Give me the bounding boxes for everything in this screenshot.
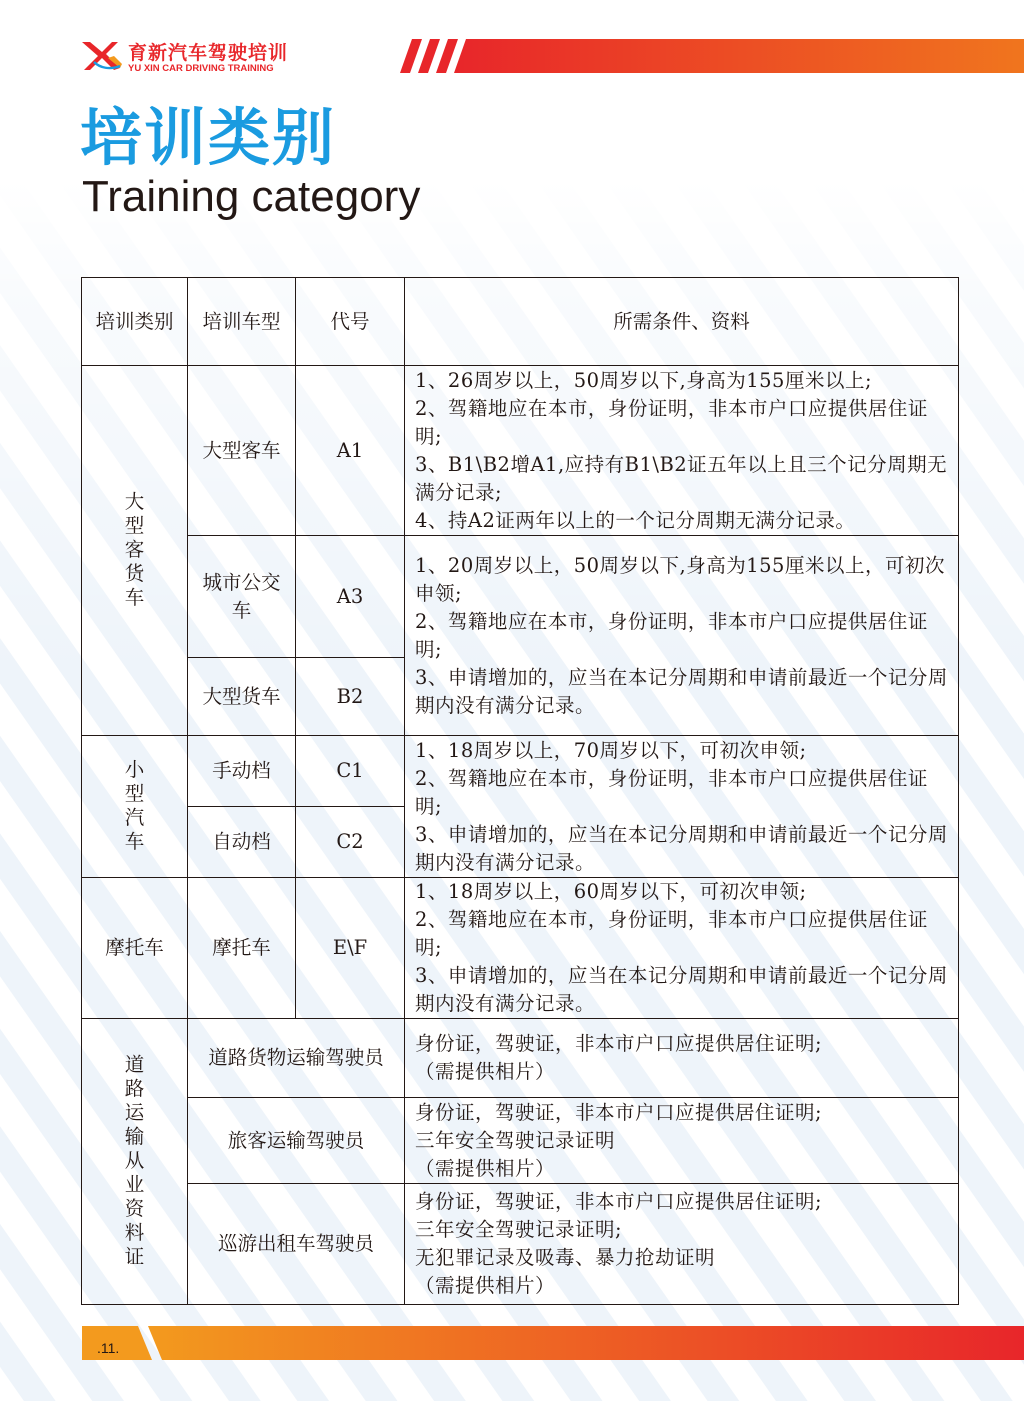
table-row: [82, 1098, 959, 1184]
table-row: [82, 366, 959, 536]
brand-logo: [80, 38, 340, 78]
header-cell: 代号: [296, 278, 405, 366]
table-header-row: [82, 278, 959, 366]
category-cell: 道路运输从业资料证: [82, 1019, 188, 1305]
table-row: [82, 878, 959, 1019]
category-cell: 大型客货车: [82, 366, 188, 736]
conditions-cell: 1、26周岁以上，50周岁以下,身高为155厘米以上; 2、驾籍地应在本市，身份证明，非本市户口应提供居住证明; 3、B1\B2增A1,应持有B1\B2证五年以上且三个记分周期无满分记录; 4、持A2证两年以上的一个记分周期无满分记录。: [405, 366, 959, 536]
category-cell: 摩托车: [82, 878, 188, 1019]
conditions-cell: 1、20周岁以上，50周岁以下,身高为155厘米以上，可初次申领; 2、驾籍地应在本市，身份证明，非本市户口应提供居住证明; 3、申请增加的，应当在本记分周期和申请前最近一个记分周期内没有满分记录。: [405, 536, 959, 736]
model-cell: 道路货物运输驾驶员: [188, 1019, 405, 1098]
conditions-cell: 身份证，驾驶证，非本市户口应提供居住证明; （需提供相片）: [405, 1019, 959, 1098]
table-row: [82, 1019, 959, 1098]
header-cell: 培训类别: [82, 278, 188, 366]
table-row: [82, 1184, 959, 1305]
model-cell: 城市公交车: [188, 536, 296, 658]
model-cell: 大型货车: [188, 658, 296, 736]
model-cell: 巡游出租车驾驶员: [188, 1184, 405, 1305]
header-cell: 培训车型: [188, 278, 296, 366]
header-cell: 所需条件、资料: [405, 278, 959, 366]
footer-band: [0, 1326, 1024, 1366]
conditions-cell: 身份证，驾驶证，非本市户口应提供居住证明; 三年安全驾驶记录证明 （需提供相片）: [405, 1098, 959, 1184]
brand-name-en: YU XIN CAR DRIVING TRAINING: [128, 63, 274, 74]
code-cell: E\F: [296, 878, 405, 1019]
page-subtitle: Training category: [82, 172, 421, 221]
code-cell: B2: [296, 658, 405, 736]
model-cell: 手动档: [188, 736, 296, 807]
header-band: [400, 39, 1024, 73]
category-cell: 小型汽车: [82, 736, 188, 878]
training-table: [81, 277, 959, 1305]
table-row: [82, 736, 959, 807]
conditions-cell: 1、18周岁以上，70周岁以下，可初次申领; 2、驾籍地应在本市，身份证明，非本市户口应提供居住证明; 3、申请增加的，应当在本记分周期和申请前最近一个记分周期内没有满分记录。: [405, 736, 959, 878]
table-row: [82, 536, 959, 658]
model-cell: 摩托车: [188, 878, 296, 1019]
code-cell: A1: [296, 366, 405, 536]
page-title: 培训类别: [80, 101, 337, 174]
model-cell: 自动档: [188, 807, 296, 878]
code-cell: A3: [296, 536, 405, 658]
logo-mark-icon: [80, 38, 124, 74]
code-cell: C1: [296, 736, 405, 807]
model-cell: 大型客车: [188, 366, 296, 536]
code-cell: C2: [296, 807, 405, 878]
brand-name-cn: 育新汽车驾驶培训: [128, 42, 289, 64]
conditions-cell: 1、18周岁以上，60周岁以下，可初次申领; 2、驾籍地应在本市，身份证明，非本市户口应提供居住证明; 3、申请增加的，应当在本记分周期和申请前最近一个记分周期内没有满分记录。: [405, 878, 959, 1019]
model-cell: 旅客运输驾驶员: [188, 1098, 405, 1184]
conditions-cell: 身份证，驾驶证，非本市户口应提供居住证明; 三年安全驾驶记录证明; 无犯罪记录及吸毒、暴力抢劫证明 （需提供相片）: [405, 1184, 959, 1305]
page-number: .11.: [97, 1340, 120, 1356]
